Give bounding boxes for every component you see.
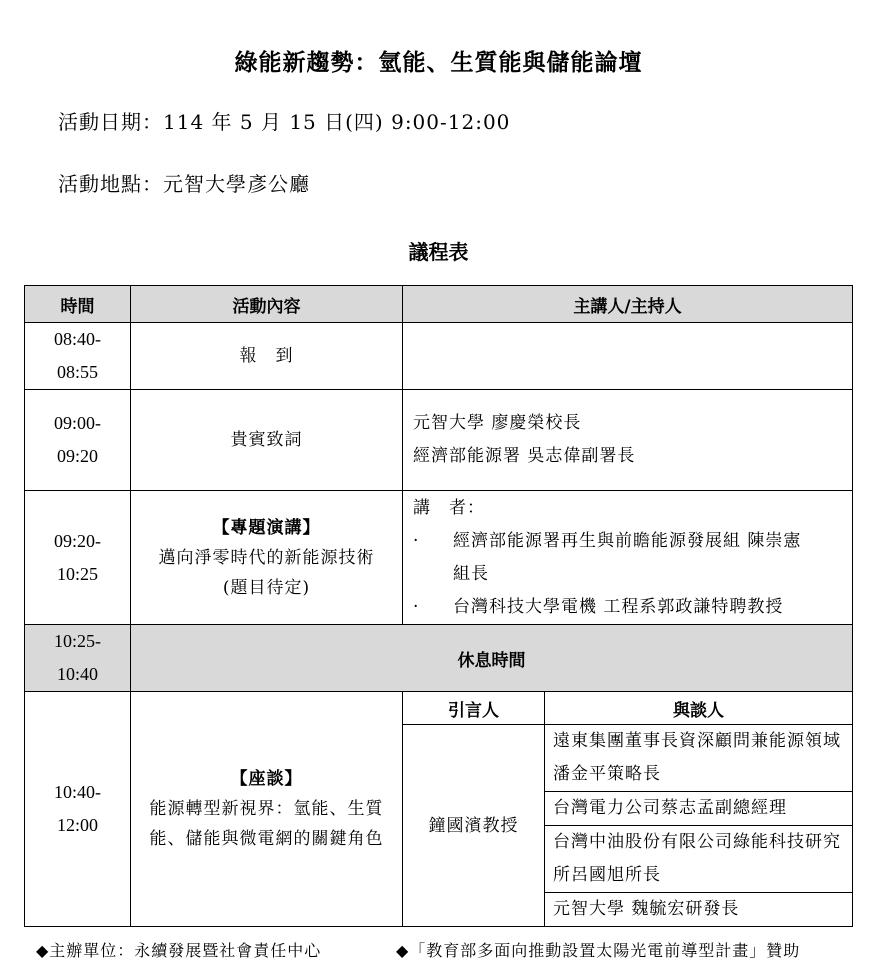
speaker-line: 經濟部能源署 吳志偉副署長 — [413, 446, 636, 466]
time-end: 09:20 — [56, 446, 98, 466]
speaker-item — [413, 591, 852, 624]
time-end: 10:40 — [56, 664, 98, 684]
panelist-cell: 台灣中油股份有限公司綠能科技研究所呂國旭所長 — [545, 826, 853, 893]
time-cell — [25, 625, 131, 692]
moderator-header: 引言人 — [403, 692, 545, 725]
speaker-label: 講 者： — [413, 497, 485, 518]
event-venue: 活動地點：元智大學彥公廳 — [58, 172, 310, 196]
break-label: 休息時間 — [131, 625, 853, 692]
agenda-title: 議程表 — [408, 240, 469, 264]
time-end: 10:25 — [56, 563, 98, 584]
time-start: 09:00- — [54, 413, 101, 433]
event-date: 活動日期：114 年 5 月 15 日(四) 9:00-12:00 — [58, 110, 511, 134]
panel-topic-line: 能源轉型新視界：氫能、生質 — [149, 799, 384, 819]
time-cell — [25, 390, 131, 491]
panelist-cell: 台灣電力公司蔡志孟副總經理 — [545, 792, 853, 826]
keynote-tag: 【專題演講】 — [212, 517, 321, 538]
organizer-note: ◆主辦單位：永續發展暨社會責任中心 — [36, 941, 322, 960]
agenda-table — [24, 285, 853, 927]
time-start: 10:40- — [54, 782, 101, 802]
activity-cell: 報 到 — [131, 323, 403, 390]
panelist-cell: 遠東集團董事長資深顧問兼能源領域潘金平策略長 — [545, 725, 853, 792]
panelist-cell: 元智大學 魏毓宏研發長 — [545, 893, 853, 927]
time-start: 09:20- — [54, 530, 101, 551]
panel-topic-line: 能、儲能與微電網的關鍵角色 — [149, 829, 384, 849]
header-speaker: 主講人/主持人 — [403, 286, 853, 323]
moderator-cell: 鐘國濱教授 — [403, 725, 545, 927]
speaker-line: 經濟部能源署再生與前瞻能源發展組 陳崇憲 — [453, 530, 802, 551]
time-end: 12:00 — [56, 815, 98, 835]
time-cell — [25, 323, 131, 390]
activity-cell — [131, 491, 403, 625]
table-row — [25, 323, 853, 390]
time-cell — [25, 491, 131, 625]
page-title: 綠能新趨勢：氫能、生質能與儲能論壇 — [234, 50, 643, 76]
bullet-icon: · — [413, 530, 420, 551]
speaker-line: 元智大學 廖慶榮校長 — [413, 413, 582, 433]
panelist-header: 與談人 — [545, 692, 853, 725]
speaker-item-continued — [413, 558, 852, 591]
table-header-row — [25, 286, 853, 323]
time-start: 10:25- — [54, 631, 101, 651]
table-row-break — [25, 625, 853, 692]
header-time: 時間 — [25, 286, 131, 323]
speaker-cell — [403, 390, 853, 491]
keynote-note: (題目待定) — [222, 577, 311, 598]
activity-cell: 貴賓致詞 — [131, 390, 403, 491]
time-cell — [25, 692, 131, 927]
time-end: 08:55 — [56, 362, 98, 382]
activity-cell — [131, 692, 403, 927]
sponsor-note: ◆「教育部多面向推動設置太陽光電前導型計畫」贊助 — [396, 941, 801, 960]
time-start: 08:40- — [54, 329, 101, 349]
table-row — [25, 692, 853, 725]
speaker-item — [413, 525, 852, 558]
bullet-icon: · — [413, 596, 420, 617]
speaker-cell — [403, 491, 853, 625]
speaker-cell — [403, 323, 853, 390]
speaker-line: 組長 — [453, 563, 489, 584]
speaker-line: 台灣科技大學電機 工程系郭政謙特聘教授 — [453, 596, 784, 617]
bullet-spacer — [413, 558, 453, 591]
table-row — [25, 491, 853, 625]
keynote-topic: 邁向淨零時代的新能源技術 — [158, 547, 375, 568]
table-row — [25, 390, 853, 491]
panel-tag: 【座談】 — [230, 769, 303, 789]
header-activity: 活動內容 — [131, 286, 403, 323]
